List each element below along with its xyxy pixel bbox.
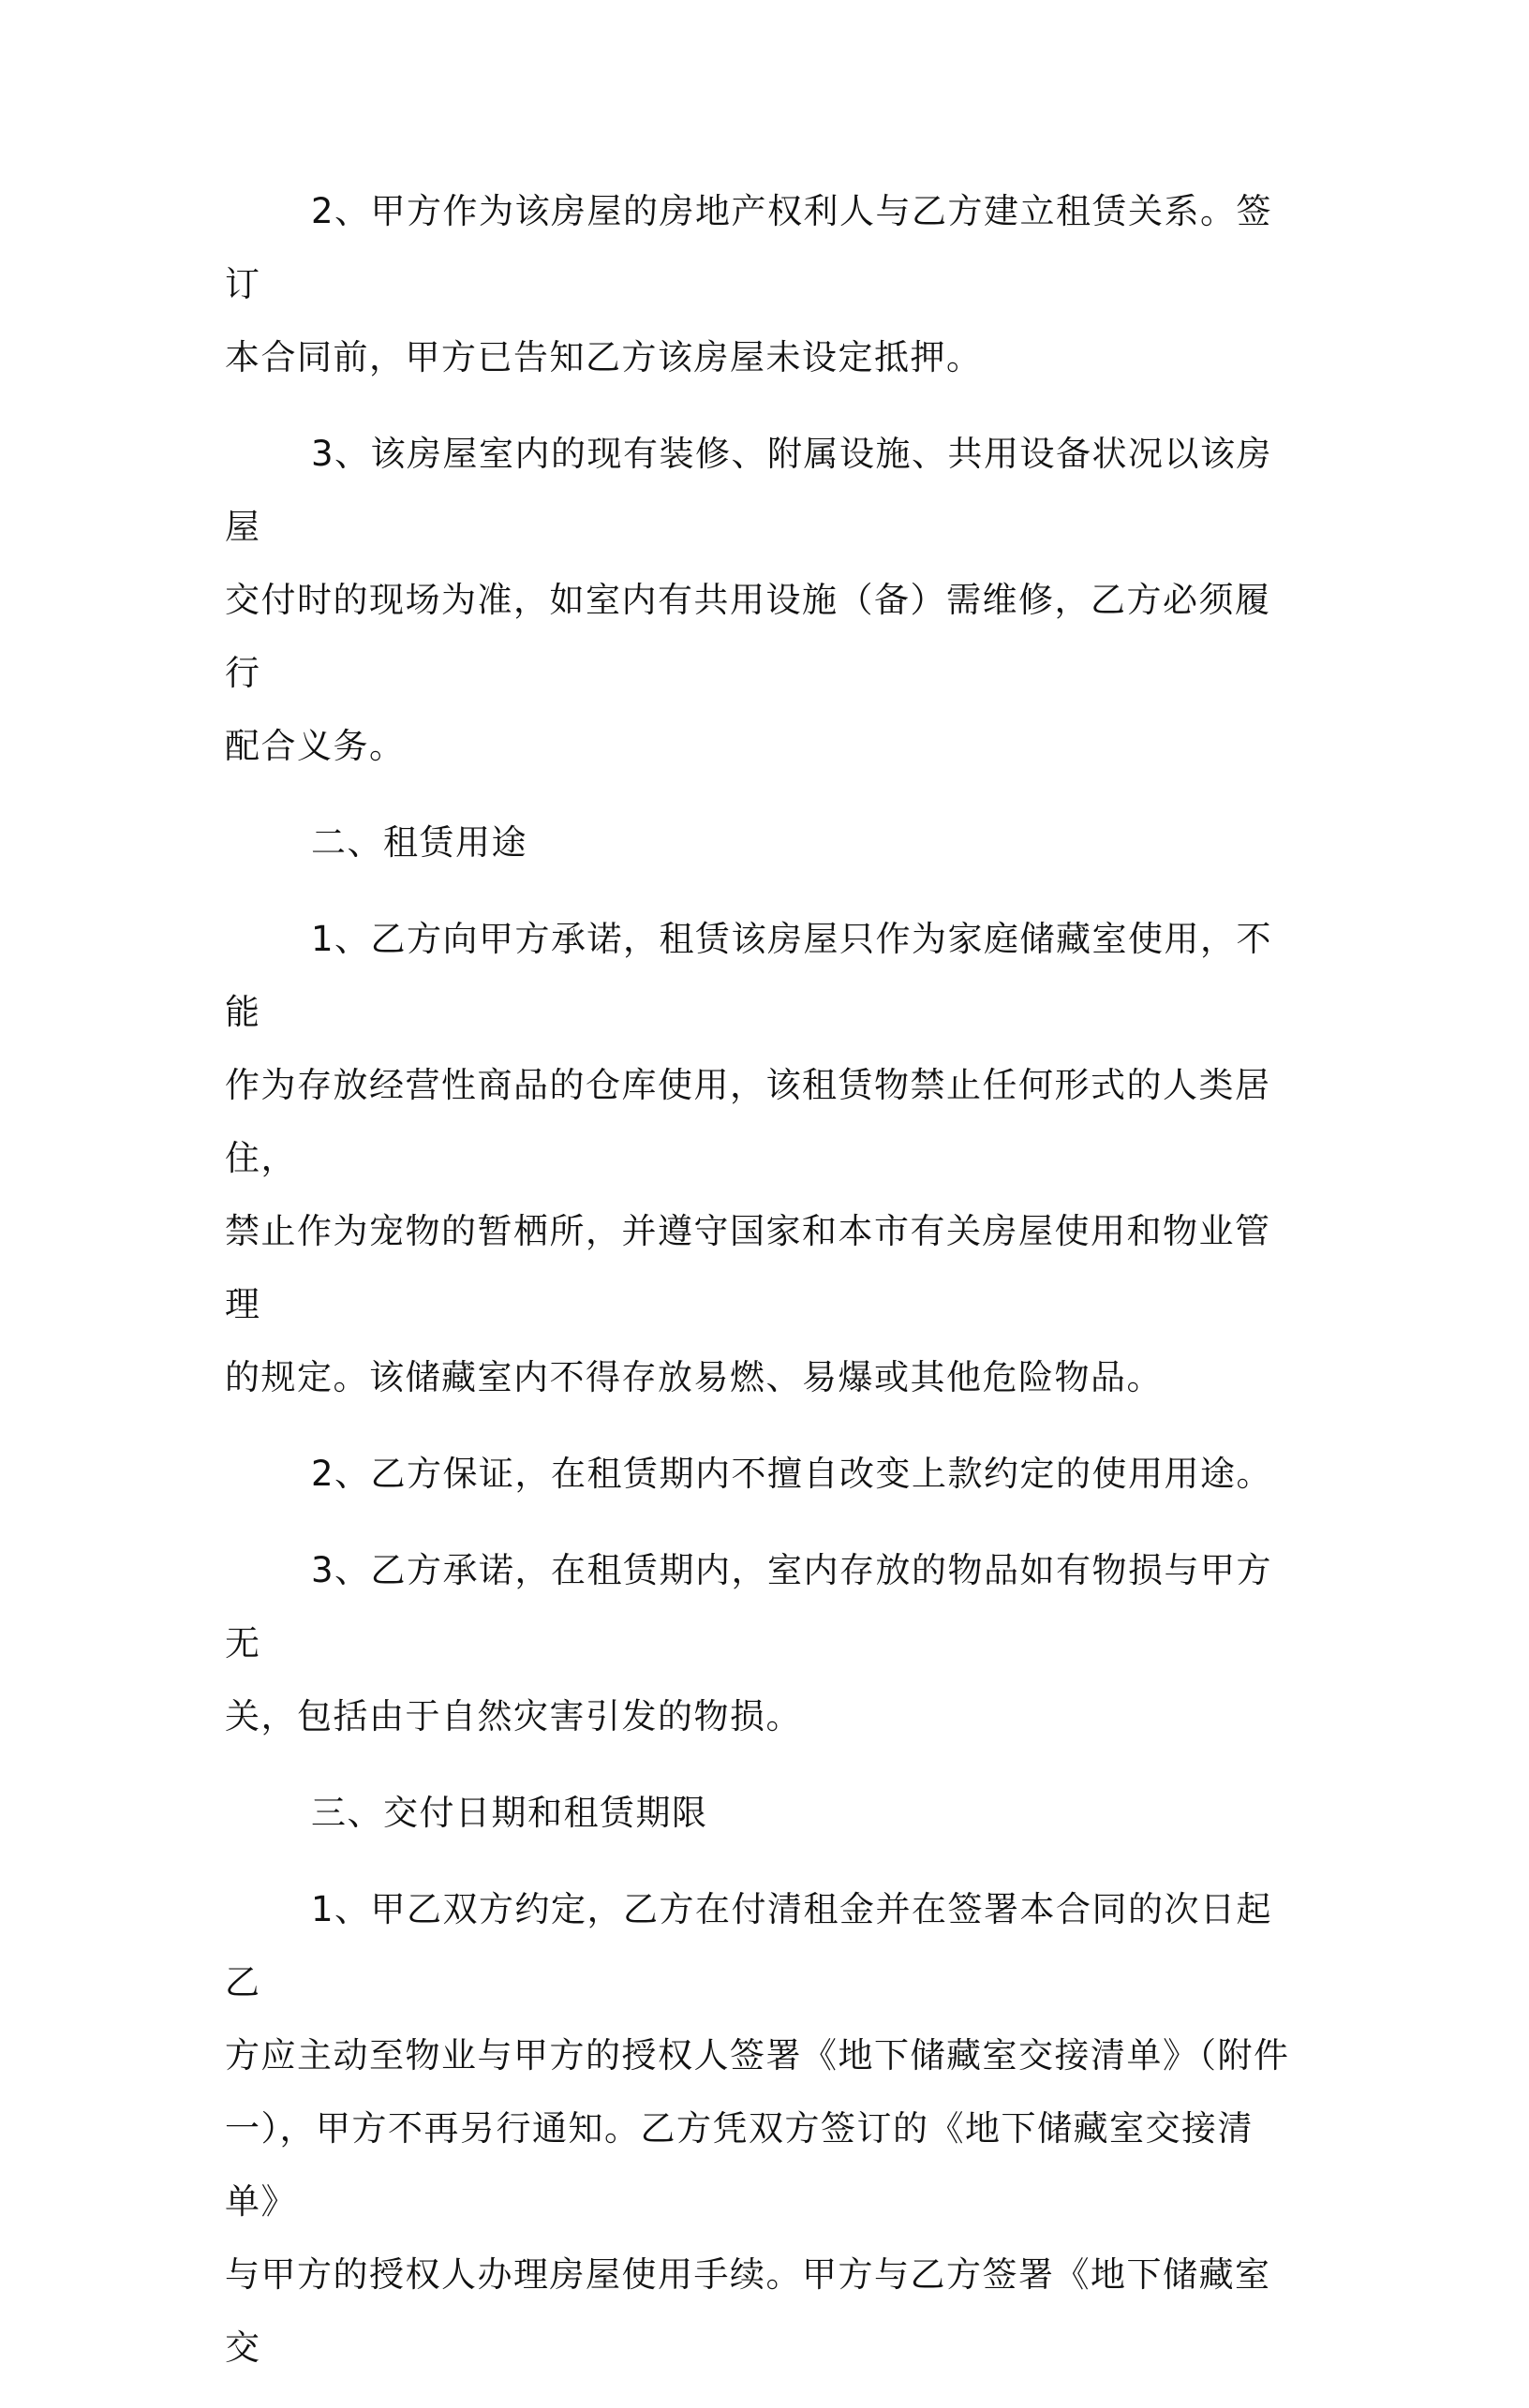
document-body: [225, 175, 1302, 2408]
section-heading-lease-use: 二、租赁用途: [311, 822, 527, 863]
clause-2-2: 2、乙方保证，在租赁期内不擅自改变上款约定的使用用途。: [311, 1454, 1273, 1494]
clause-1-3: 3、该房屋室内的现有装修、附属设施、共用设备状况以该房屋 交付时的现场为准，如室内有共用设施（备）需维修，乙方必须履行 配合义务。: [225, 434, 1273, 766]
clause-2-1: 1、乙方向甲方承诺，租赁该房屋只作为家庭储藏室使用，不能 作为存放经营性商品的仓库使用，该租赁物禁止任何形式的人类居住， 禁止作为宠物的暂栖所，并遵守国家和本市有关房屋使用和物业管理 的规定。该储藏室内不得存放易燃、易爆或其他危险物品。: [225, 919, 1273, 1397]
clause-2-3: 3、乙方承诺，在租赁期内，室内存放的物品如有物损与甲方无 关，包括由于自然灾害引发的物损。: [225, 1550, 1273, 1736]
clause-1-2: 2、甲方作为该房屋的房地产权利人与乙方建立租赁关系。签订 本合同前，甲方已告知乙方该房屋未设定抵押。: [225, 191, 1273, 377]
section-heading-delivery-term: 三、交付日期和租赁期限: [311, 1793, 708, 1833]
clause-3-1: 1、甲乙双方约定，乙方在付清租金并在签署本合同的次日起乙 方应主动至物业与甲方的授权人签署《地下储藏室交接清单》（附件 一），甲方不再另行通知。乙方凭双方签订的《地下储藏室交接清单》 与甲方的授权人办理房屋使用手续。甲方与乙方签署《地下储藏室交: [225, 1889, 1290, 2368]
